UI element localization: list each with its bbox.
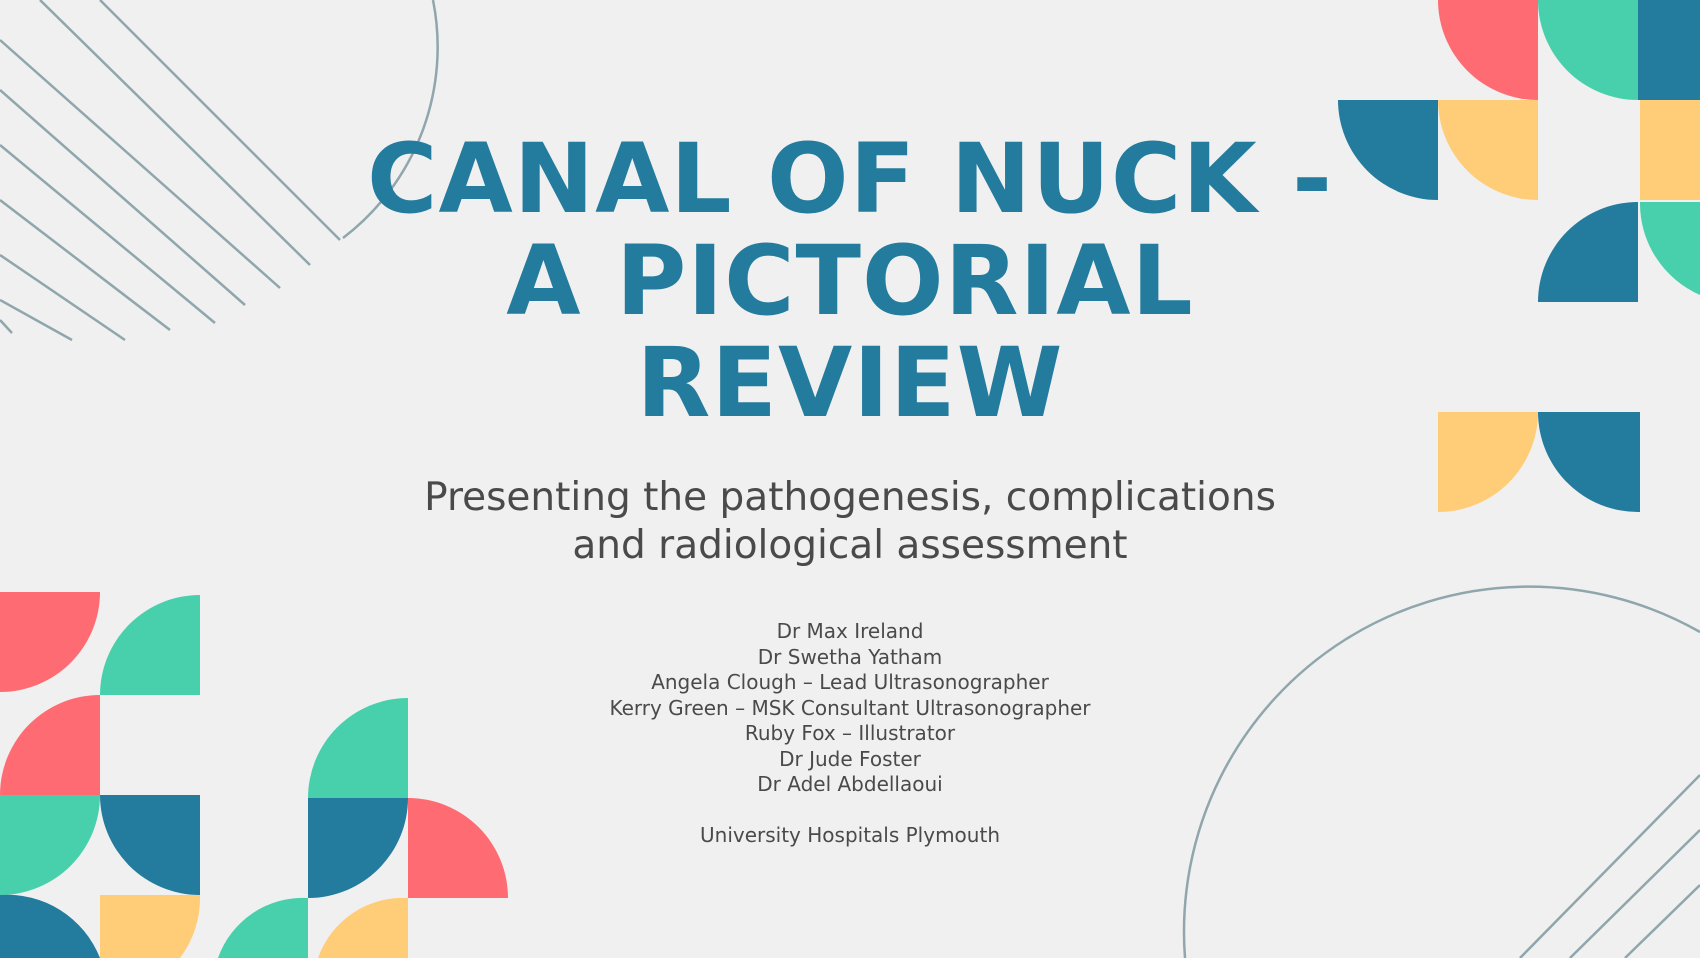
author-name: Ruby Fox – Illustrator xyxy=(744,721,956,745)
author-name: Angela Clough – Lead Ultrasonographer xyxy=(651,670,1049,694)
author-list xyxy=(450,619,1250,798)
bottom-right-arc xyxy=(1184,587,1700,958)
subtitle-line-1: Presenting the pathogenesis, complications xyxy=(424,475,1276,520)
bottom-right-line-pattern xyxy=(1520,775,1700,958)
institution-name: University Hospitals Plymouth xyxy=(700,823,1000,847)
author-name: Dr Swetha Yatham xyxy=(757,644,943,669)
title-line-2: A PICTORIAL xyxy=(506,225,1194,337)
title-line-3: REVIEW xyxy=(636,327,1064,439)
top-left-line-pattern xyxy=(0,0,340,340)
author-name: Dr Adel Abdellaoui xyxy=(757,772,943,796)
author-name: Dr Jude Foster xyxy=(779,746,921,771)
slide-title xyxy=(350,123,1350,439)
subtitle-line-2: and radiological assessment xyxy=(572,523,1128,568)
title-line-1: CANAL OF NUCK - xyxy=(367,123,1333,235)
author-name: Kerry Green – MSK Consultant Ultrasonographer xyxy=(609,695,1091,720)
bottom-left-tiles xyxy=(0,592,508,958)
author-name: Dr Max Ireland xyxy=(776,619,924,643)
slide-subtitle xyxy=(350,474,1350,570)
top-right-tiles xyxy=(1338,0,1700,512)
